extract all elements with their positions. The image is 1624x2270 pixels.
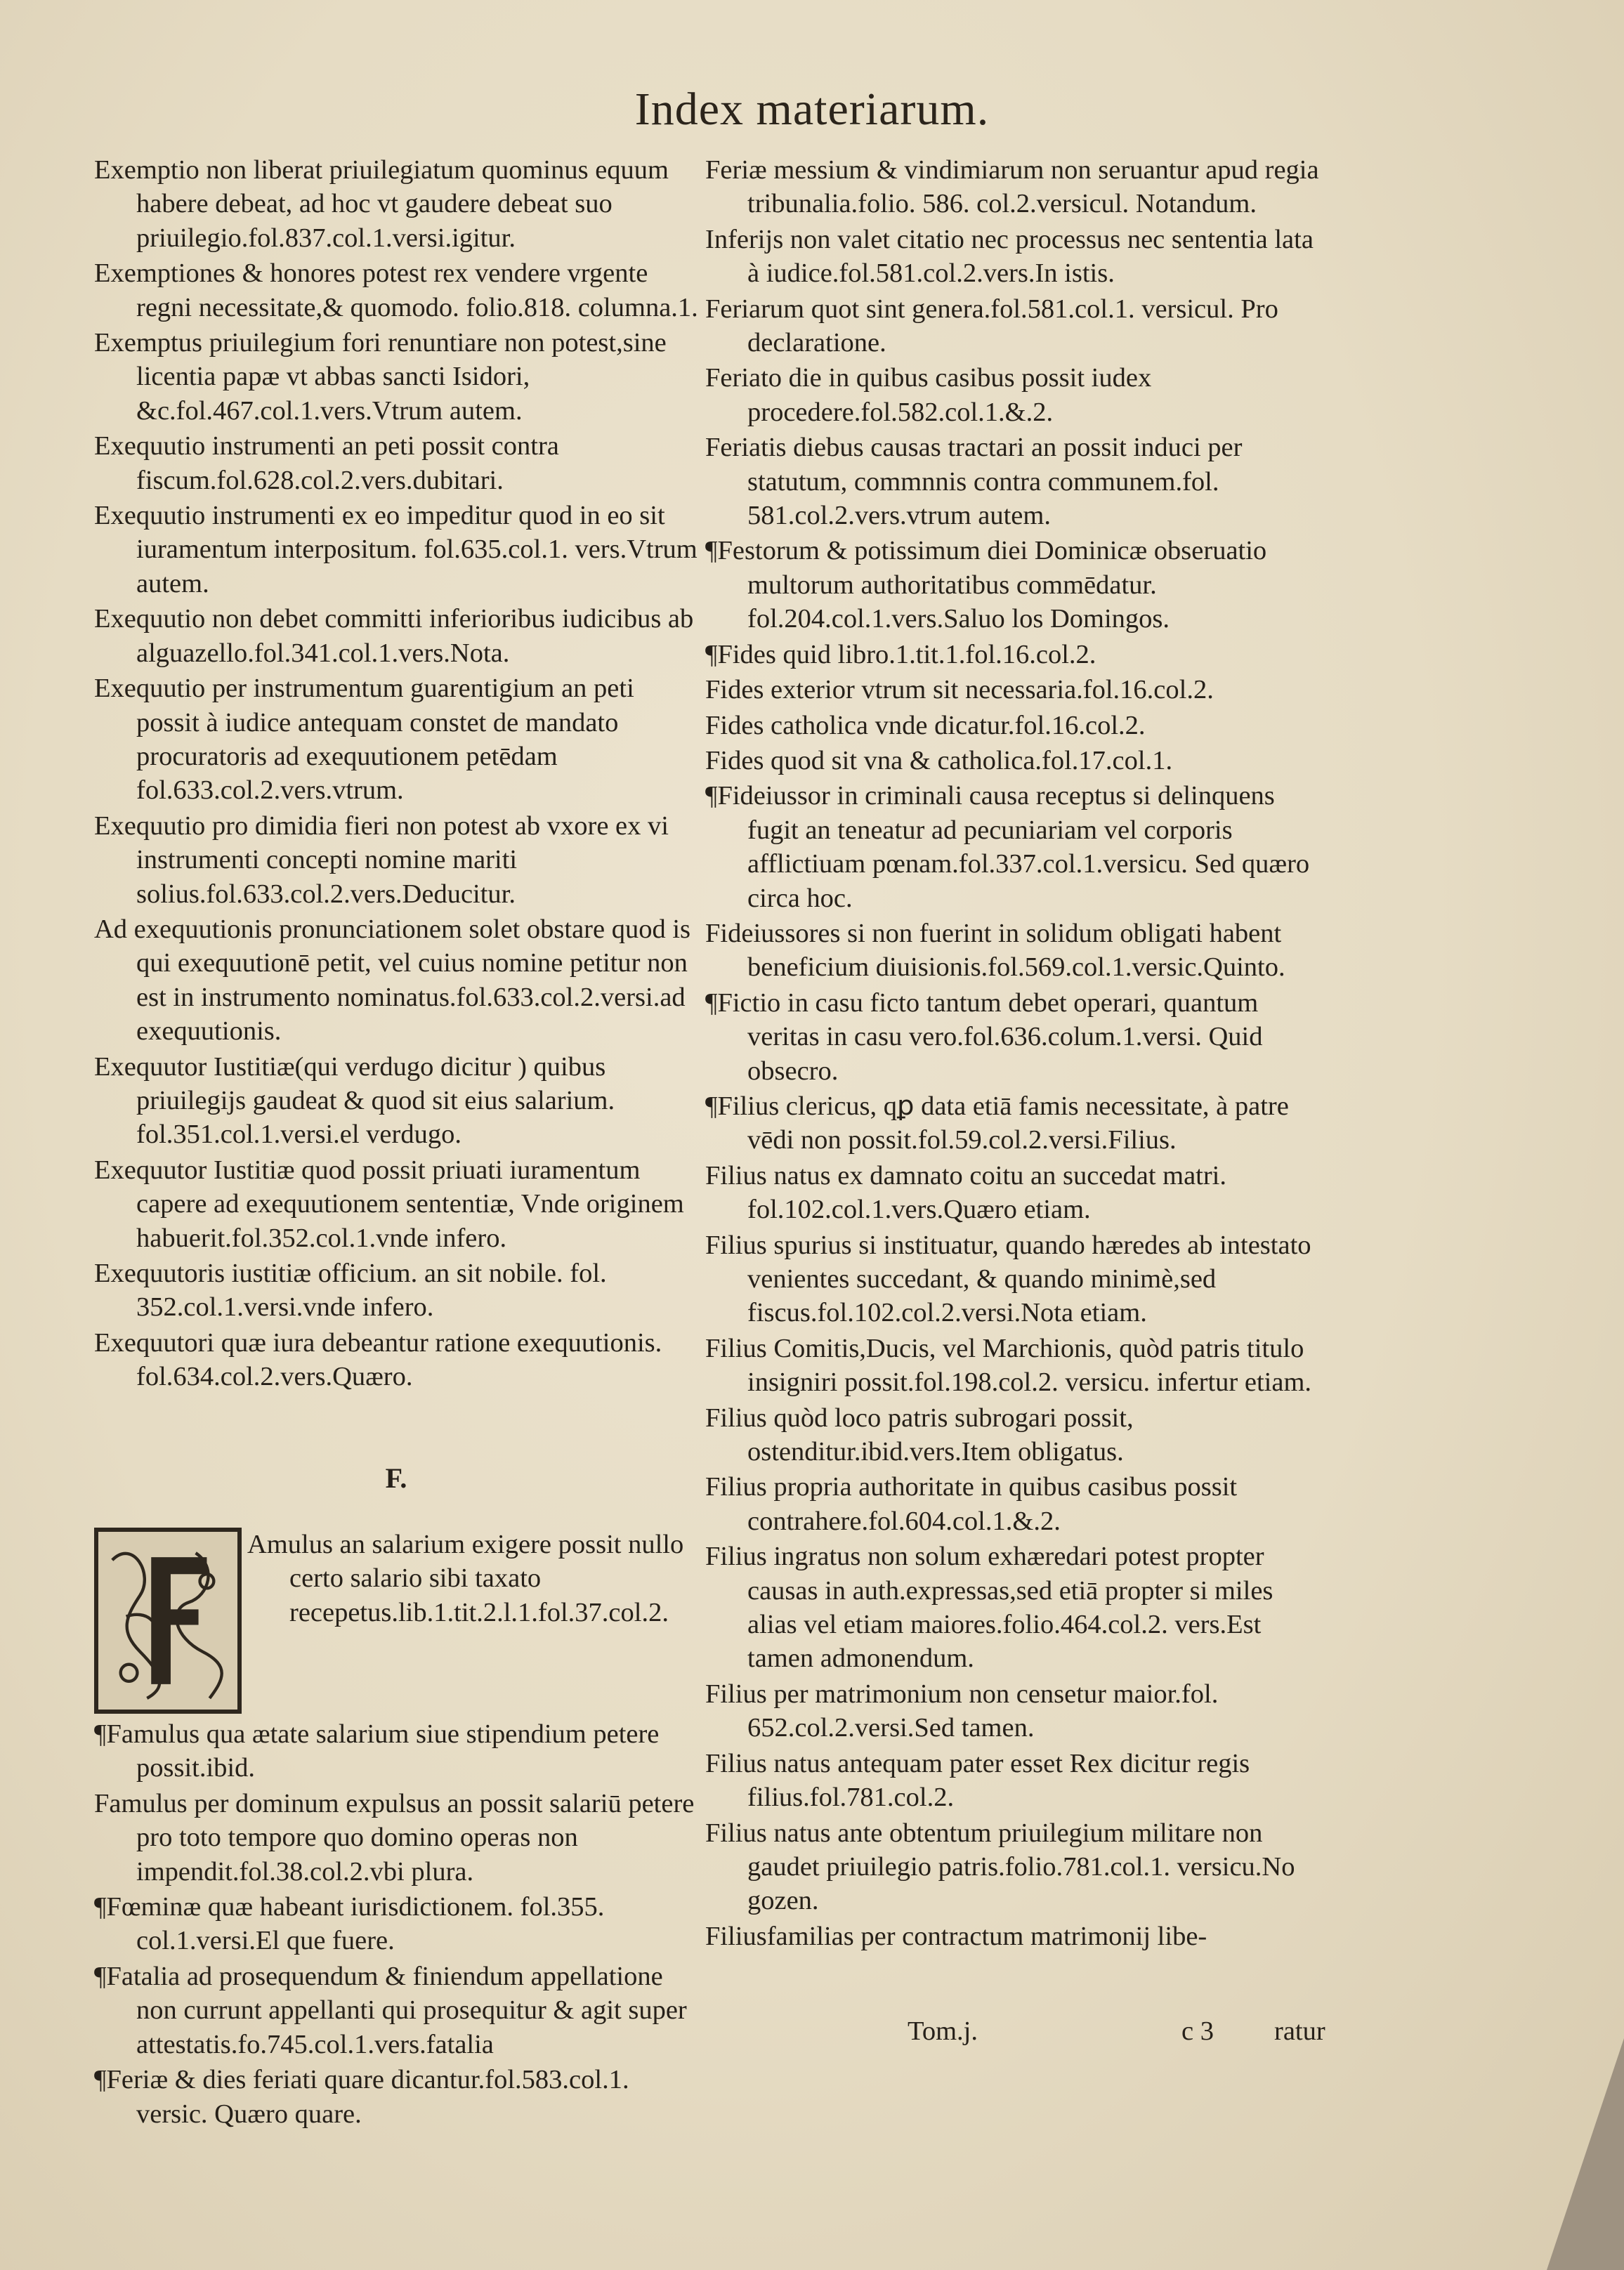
- index-entry: ¶Fatalia ad prosequendum & finiendum appellatione non currunt appellanti qui prosequitur & agit super attestatis.fo.745.col.1.vers.fatalia: [94, 1961, 687, 2059]
- index-entry: Ad exequutionis pronunciationem solet obstare quod is qui exequutionē petit, vel cuius nomine petitur non est in instrumento nominatus.fol.633.col.2.versi.ad exequutionis.: [94, 914, 690, 1047]
- index-entry: Fides quod sit vna & catholica.fol.17.col.1.: [705, 745, 1173, 775]
- index-entry: Filius ingratus non solum exhæredari potest propter causas in auth.expressas,sed etiā propter si miles alias vel etiam maiores.folio.464.col.2. vers.Est tamen admonendum.: [705, 1542, 1273, 1674]
- index-entry: ¶Fides quid libro.1.tit.1.fol.16.col.2.: [705, 639, 1096, 669]
- index-entry: Filius spurius si instituatur, quando hæredes ab intestato venientes succedant, & quando minimè,sed fiscus.fol.102.col.2.versi.Nota etiam.: [705, 1230, 1311, 1328]
- index-entry: Exequutoris iustitiæ officium. an sit nobile. fol. 352.col.1.versi.vnde infero.: [94, 1259, 607, 1323]
- index-entry: Filius natus ex damnato coitu an succedat matri. fol.102.col.1.vers.Quæro etiam.: [705, 1160, 1227, 1225]
- index-entry: Exequutor Iustitiæ quod possit priuati iuramentum capere ad exequutionem sententiæ, Vnde originem habuerit.fol.352.col.1.vnde infero.: [94, 1155, 684, 1253]
- index-entry: Feriæ messium & vindimiarum non seruantur apud regia tribunalia.folio. 586. col.2.versicul. Notandum.: [705, 155, 1319, 219]
- decorated-initial-entry: [94, 1528, 698, 1717]
- index-entry: Feriarum quot sint genera.fol.581.col.1. versicul. Pro declaratione.: [705, 294, 1278, 358]
- index-entry: Exequutio pro dimidia fieri non potest ab vxore ex vi instrumenti concepti nomine mariti solius.fol.633.col.2.vers.Deducitur.: [94, 811, 669, 909]
- folded-corner: [1547, 2038, 1624, 2270]
- left-entry-list: [94, 153, 698, 1394]
- index-entry: Fideiussores si non fuerint in solidum obligati habent beneficium diuisionis.fol.569.col.1.versic.Quinto.: [705, 918, 1285, 983]
- index-entry: Exequutio instrumenti ex eo impeditur quod in eo sit iuramentum interpositum. fol.635.col.1. vers.Vtrum autem.: [94, 501, 698, 598]
- index-entry: Filius natus ante obtentum priuilegium militare non gaudet priuilegio patris.folio.781.col.1. versicu.No gozen.: [705, 1818, 1295, 1916]
- index-entry: ¶Fideiussor in criminali causa receptus si delinquens fugit an teneatur ad pecuniariam vel corporis afflictiuam pœnam.fol.337.col.1.versicu. Sed quæro circa hoc.: [705, 781, 1310, 913]
- gathering-mark: c 3: [1181, 2016, 1214, 2046]
- index-entry: ¶Festorum & potissimum diei Dominicæ obseruatio multorum authoritatibus commēdatur. fol.204.col.1.vers.Saluo los Domingos.: [705, 536, 1267, 634]
- index-entry: ¶Fœminæ quæ habeant iurisdictionem. fol.355. col.1.versi.El que fuere.: [94, 1892, 605, 1956]
- index-entry: ¶Famulus qua ætate salarium siue stipendium petere possit.ibid.: [94, 1719, 660, 1783]
- index-entry: Filius propria authoritate in quibus casibus possit contrahere.fol.604.col.1.&.2.: [705, 1472, 1238, 1536]
- index-entry: Exequutor Iustitiæ(qui verdugo dicitur ) quibus priuilegijs gaudeat & quod sit eius salarium. fol.351.col.1.versi.el verdugo.: [94, 1051, 615, 1150]
- index-entry: Fides catholica vnde dicatur.fol.16.col.2.: [705, 710, 1146, 740]
- index-entry: Exequutio instrumenti an peti possit contra fiscum.fol.628.col.2.vers.dubitari.: [94, 431, 559, 495]
- f-entry-list: [94, 1717, 698, 2131]
- right-entry-list: [705, 153, 1323, 1953]
- index-entry: Fides exterior vtrum sit necessaria.fol.16.col.2.: [705, 675, 1214, 705]
- right-column: [705, 153, 1323, 1955]
- index-entry: Exequutio non debet committi inferioribus iudicibus ab alguazello.fol.341.col.1.vers.Nota.: [94, 604, 694, 668]
- index-entry: Exemptiones & honores potest rex vendere vrgente regni necessitate,& quomodo. folio.818. columna.1.: [94, 258, 698, 322]
- index-entry: Feriato die in quibus casibus possit iudex procedere.fol.582.col.1.&.2.: [705, 363, 1152, 427]
- index-entry: Filius per matrimonium non censetur maior.fol. 652.col.2.versi.Sed tamen.: [705, 1679, 1219, 1743]
- index-entry: Exequutori quæ iura debeantur ratione exequutionis. fol.634.col.2.vers.Quæro.: [94, 1327, 662, 1392]
- page-title: Index materiarum.: [634, 84, 990, 135]
- volume-signature: Tom.j.: [908, 2016, 978, 2046]
- index-entry: ¶Fictio in casu ficto tantum debet operari, quantum veritas in casu vero.fol.636.colum.1.versi. Quid obsecro.: [705, 988, 1263, 1086]
- left-column: [94, 153, 698, 2132]
- index-entry: Filius Comitis,Ducis, vel Marchionis, quòd patris titulo insigniri possit.fol.198.col.2. versicu. infertur etiam.: [705, 1333, 1312, 1398]
- section-letter-heading: F.: [385, 1462, 407, 1494]
- index-entry: Filius natus antequam pater esset Rex dicitur regis filius.fol.781.col.2.: [705, 1748, 1250, 1813]
- index-entry: Filiusfamilias per contractum matrimonij libe-: [705, 1921, 1207, 1951]
- index-entry: Feriatis diebus causas tractari an possit induci per statutum, commnnis contra communem.fol. 581.col.2.vers.vtrum autem.: [705, 433, 1243, 531]
- catchword: ratur: [1274, 2016, 1325, 2046]
- index-entry: Exemptus priuilegium fori renuntiare non potest,sine licentia papæ vt abbas sancti Isidori, &c.fol.467.col.1.vers.Vtrum autem.: [94, 328, 667, 426]
- index-entry: Exequutio per instrumentum guarentigium an peti possit à iudice antequam constet de mandato procuratoris ad exequutionem petēdam fol.633.col.2.vers.vtrum.: [94, 674, 634, 806]
- index-entry: ¶Feriæ & dies feriati quare dicantur.fol.583.col.1. versic. Quæro quare.: [94, 2065, 629, 2129]
- index-entry: Inferijs non valet citatio nec processus nec sententia lata à iudice.fol.581.col.2.vers.In istis.: [705, 224, 1314, 289]
- initial-entry-text: Amulus an salarium exigere possit nullo certo salario sibi taxato recepetus.lib.1.tit.2.l.1.fol.37.col.2.: [247, 1530, 684, 1627]
- index-entry: ¶Filius clericus, qꝑ data etiā famis necessitate, à patre vēdi non possit.fol.59.col.2.versi.Filius.: [705, 1091, 1289, 1155]
- decorated-initial-f-icon: [94, 1528, 242, 1714]
- index-entry: Filius quòd loco patris subrogari possit, ostenditur.ibid.vers.Item obligatus.: [705, 1403, 1134, 1467]
- index-entry: Famulus per dominum expulsus an possit salariū petere pro toto tempore quo domino operas non impendit.fol.38.col.2.vbi plura.: [94, 1788, 695, 1887]
- index-entry: Exemptio non liberat priuilegiatum quominus equum habere debeat, ad hoc vt gaudere debeat suo priuilegio.fol.837.col.1.versi.igitur.: [94, 155, 669, 253]
